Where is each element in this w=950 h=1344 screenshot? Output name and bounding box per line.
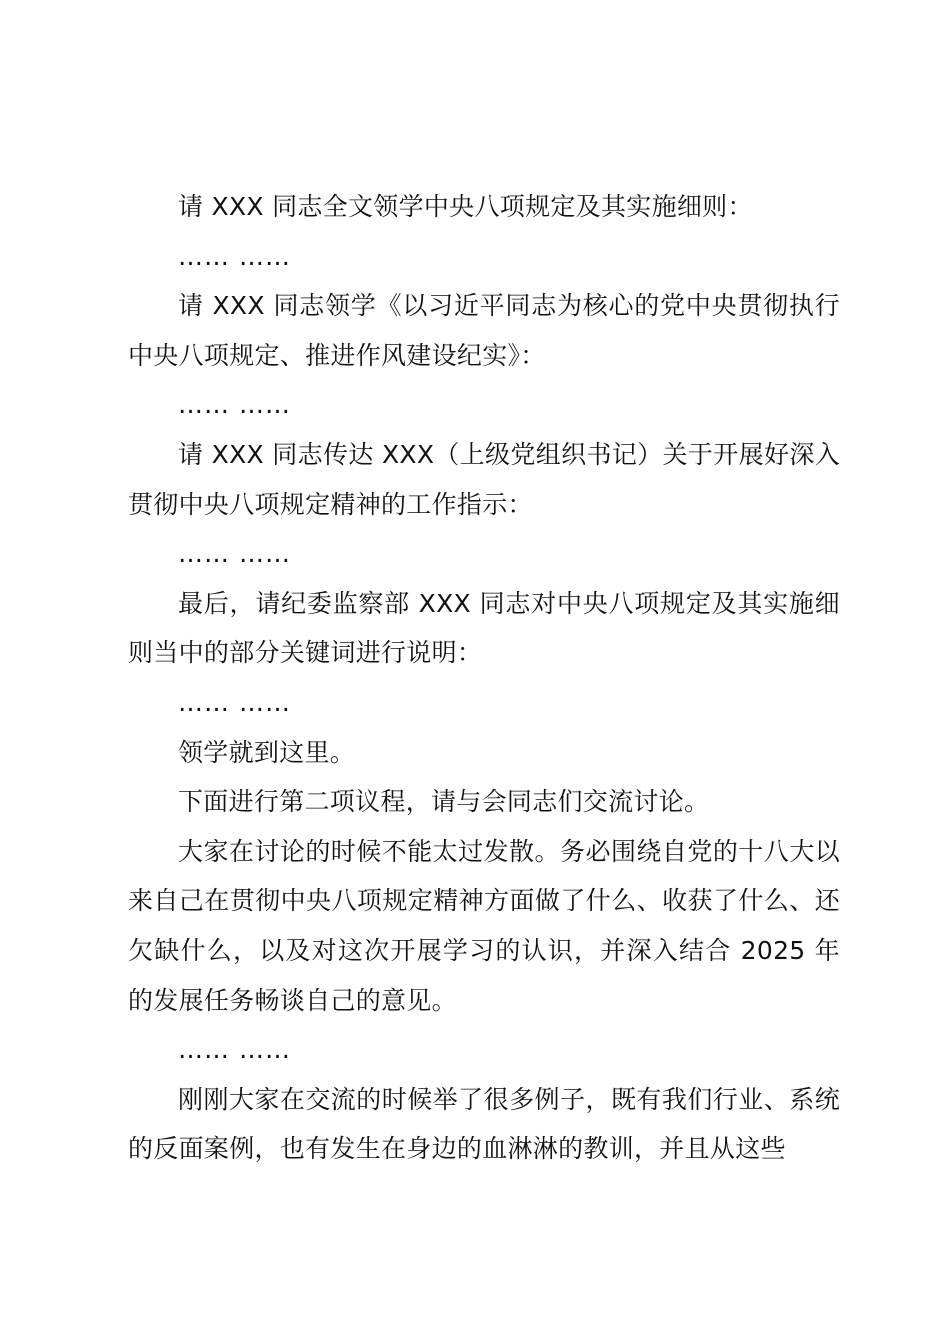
paragraph-7: 大家在讨论的时候不能太过发散。务必围绕自党的十八大以来自己在贯彻中央八项规定精神方面做了什么、收获了什么、还欠缺什么，以及对这次开展学习的认识，并深入结合 2025 年的发展任务畅谈自己的意见。 — [128, 836, 840, 1015]
paragraph-6: 下面进行第二项议程，请与会同志们交流讨论。 — [178, 787, 710, 817]
paragraph-1: 请 XXX 同志全文领学中央八项规定及其实施细则： — [178, 192, 753, 221]
document-body — [128, 182, 840, 1174]
ellipsis-3: …… …… — [178, 539, 291, 569]
ellipsis-4: …… …… — [178, 687, 291, 717]
paragraph-2: 请 XXX 同志领学《以习近平同志为核心的党中央贯彻执行中央八项规定、推进作风建设纪实》： — [128, 291, 840, 370]
ellipsis-5: …… …… — [178, 1035, 291, 1065]
paragraph-3: 请 XXX 同志传达 XXX（上级党组织书记）关于开展好深入贯彻中央八项规定精神的工作指示： — [128, 439, 840, 519]
paragraph-4: 最后，请纪委监察部 XXX 同志对中央八项规定及其实施细则当中的部分关键词进行说明： — [128, 588, 840, 668]
ellipsis-2: …… …… — [178, 390, 291, 420]
paragraph-5: 领学就到这里。 — [178, 737, 356, 767]
ellipsis-1: …… …… — [178, 241, 291, 271]
paragraph-8: 刚刚大家在交流的时候举了很多例子，既有我们行业、系统的反面案例，也有发生在身边的血淋淋的教训，并且从这些 — [128, 1084, 840, 1164]
